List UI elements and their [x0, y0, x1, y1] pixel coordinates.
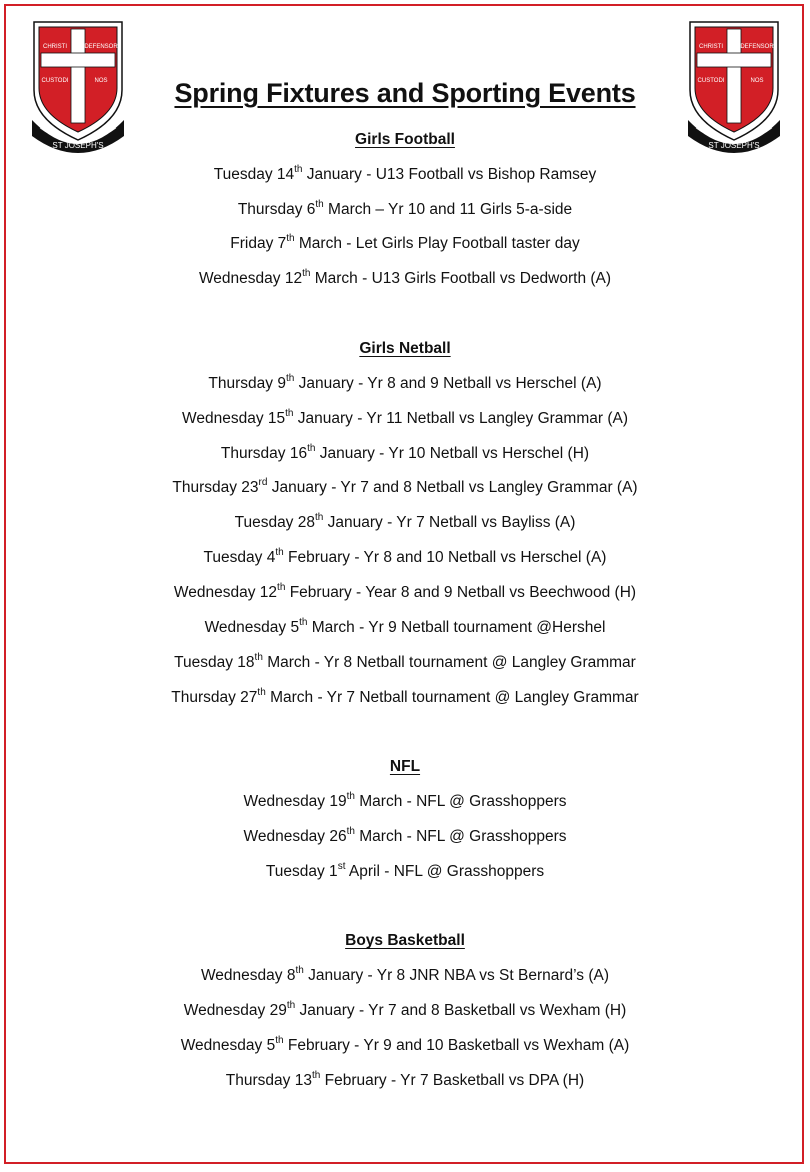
- fixture-item: Wednesday 12th February - Year 8 and 9 Netball vs Beechwood (H): [173, 581, 637, 601]
- fixture-item: Wednesday 5th March - Yr 9 Netball tournament @Hershel: [204, 616, 606, 636]
- crest-banner-text: ST JOSEPH'S: [708, 141, 760, 150]
- crest-motto-text: CHRISTI: [699, 44, 723, 50]
- fixture-item: Friday 7th March - Let Girls Play Football taster day: [230, 232, 580, 252]
- crest-motto-text: CUSTODI: [697, 78, 725, 84]
- fixture-item: Thursday 27th March - Yr 7 Netball tournament @ Langley Grammar: [171, 686, 639, 706]
- fixture-item: Wednesday 26th March - NFL @ Grasshoppers: [243, 825, 567, 845]
- page-title: Spring Fixtures and Sporting Events: [174, 78, 636, 108]
- section-heading: Girls Netball: [359, 340, 451, 357]
- section-heading: Girls Football: [355, 131, 455, 148]
- fixture-item: Wednesday 29th January - Yr 7 and 8 Basketball vs Wexham (H): [183, 999, 627, 1019]
- fixture-item: Wednesday 5th February - Yr 9 and 10 Basketball vs Wexham (A): [180, 1034, 630, 1054]
- fixture-item: Thursday 23rd January - Yr 7 and 8 Netball vs Langley Grammar (A): [172, 476, 638, 496]
- fixture-item: Tuesday 28th January - Yr 7 Netball vs Bayliss (A): [234, 511, 576, 531]
- fixture-item: Thursday 9th January - Yr 8 and 9 Netball vs Herschel (A): [208, 372, 602, 392]
- fixture-item: Wednesday 19th March - NFL @ Grasshoppers: [243, 790, 567, 810]
- fixture-item: Wednesday 15th January - Yr 11 Netball vs Langley Grammar (A): [182, 407, 628, 427]
- fixture-item: Thursday 16th January - Yr 10 Netball vs Herschel (H): [220, 442, 590, 462]
- fixture-item: Wednesday 8th January - Yr 8 JNR NBA vs St Bernard’s (A): [200, 964, 610, 984]
- fixture-item: Thursday 6th March – Yr 10 and 11 Girls 5-a-side: [237, 198, 573, 218]
- crest-banner-text: ST JOSEPH'S: [52, 141, 104, 150]
- crest-motto-text: DEFENSOR: [84, 44, 118, 50]
- section-heading: Boys Basketball: [345, 932, 465, 949]
- crest-motto-text: DEFENSOR: [740, 44, 774, 50]
- crest-motto-text: CUSTODI: [41, 78, 69, 84]
- fixture-item: Wednesday 12th March - U13 Girls Football vs Dedworth (A): [198, 267, 612, 287]
- crest-motto-text: NOS: [750, 78, 764, 84]
- fixture-item: Tuesday 14th January - U13 Football vs Bishop Ramsey: [213, 163, 597, 183]
- section-heading: NFL: [389, 758, 421, 775]
- fixture-item: Tuesday 18th March - Yr 8 Netball tournament @ Langley Grammar: [174, 651, 636, 671]
- crest-motto-text: CHRISTI: [43, 44, 67, 50]
- fixture-item: Thursday 13th February - Yr 7 Basketball vs DPA (H): [225, 1069, 585, 1089]
- fixture-item: Tuesday 1st April - NFL @ Grasshoppers: [265, 860, 545, 880]
- crest-motto-text: NOS: [94, 78, 108, 84]
- fixture-item: Tuesday 4th February - Yr 8 and 10 Netball vs Herschel (A): [203, 546, 607, 566]
